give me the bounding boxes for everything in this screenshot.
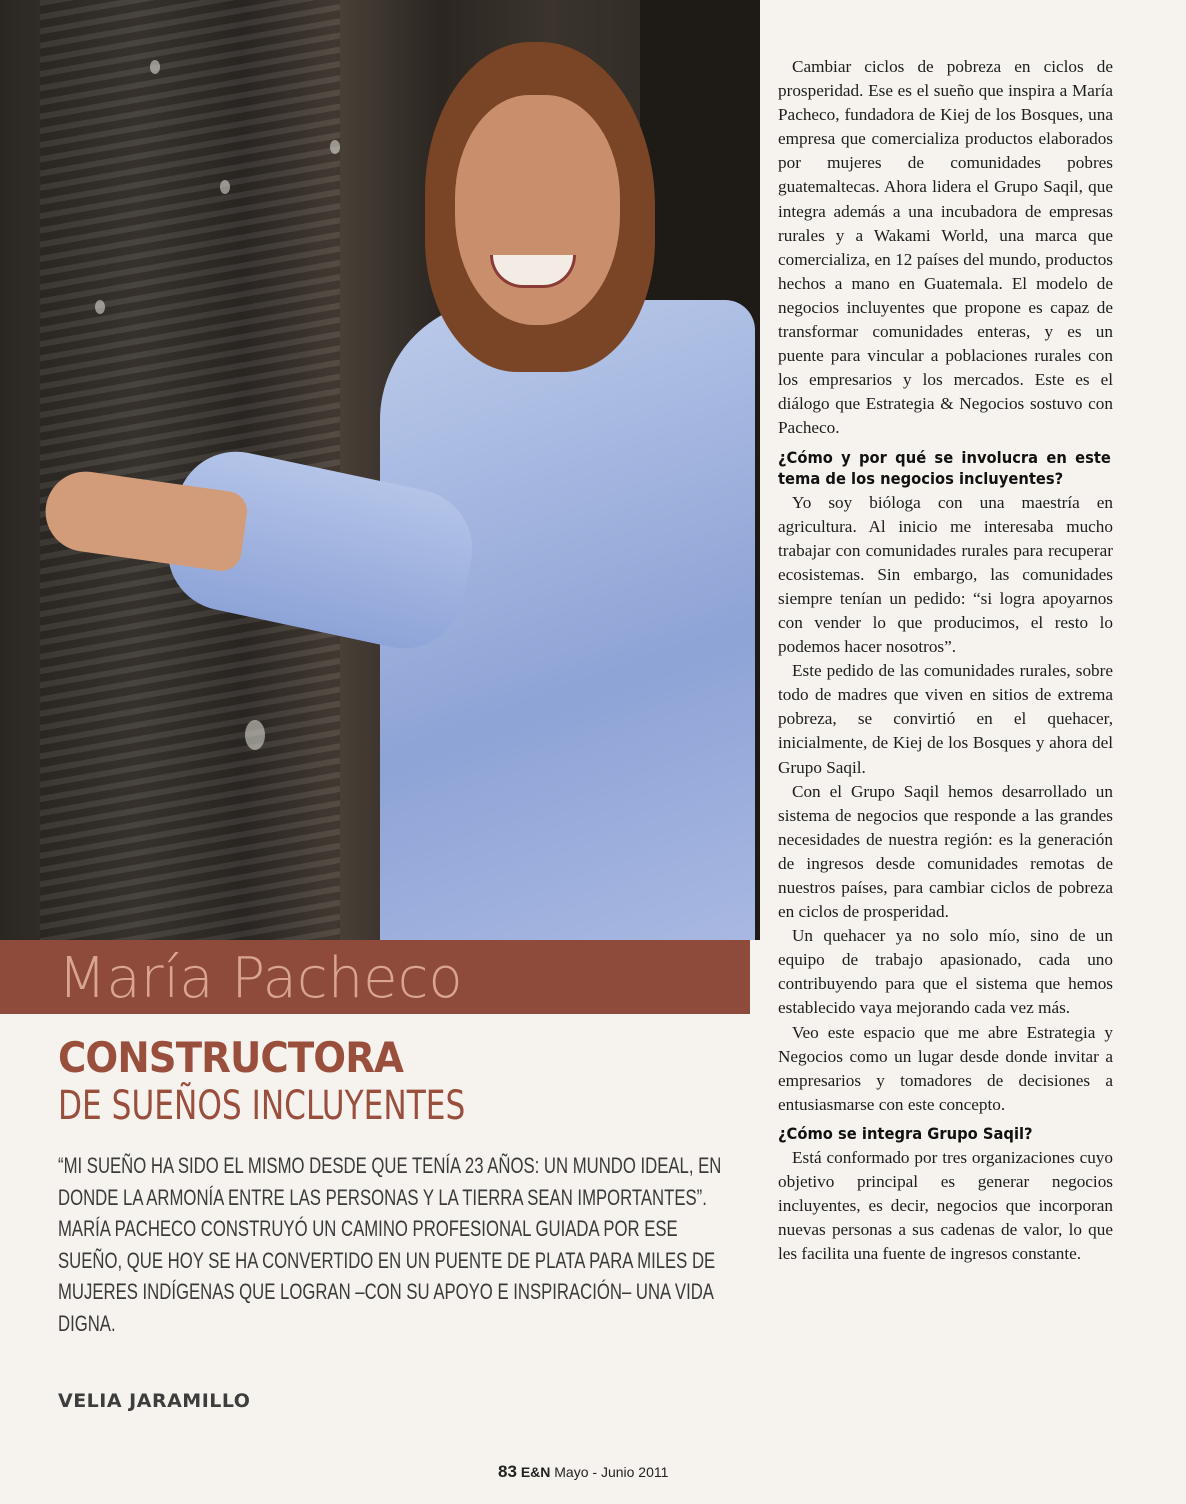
lichen-spot — [330, 140, 340, 154]
subject-name: María Pacheco — [58, 946, 463, 1011]
answer-paragraph: Este pedido de las comunidades rurales, sobre todo de madres que viven en sitios de extrema pobreza, se convirtió en el quehacer, inicialmente, de Kiej de los Bosques y ahora del Grupo Saqil. — [778, 661, 1113, 777]
intro-paragraph: Cambiar ciclos de pobreza en ciclos de prosperidad. Ese es el sueño que inspira a María Pacheco, fundadora de Kiej de los Bosques, una empresa que comercializa productos elaborados por mujeres de comunidades pobres guatemaltecas. Ahora lidera el Grupo Saqil, que integra además a una incubadora de empresas rurales y a Wakami World, una marca que comercializa, en 12 países del mundo, productos hechos a mano en Guatemala. El modelo de negocios incluyentes que propone es capaz de transformar comunidades enteras, y es un puente para vincular a poblaciones rurales con los empresarios y los mercados. Este es el diálogo que Estrategia & Negocios sostuvo con Pacheco. — [778, 57, 1113, 438]
issue-date: Mayo - Junio 2011 — [554, 1464, 669, 1480]
headline-sub: DE SUEÑOS INCLUYENTES — [58, 1083, 466, 1129]
answer-paragraph: Yo soy bióloga con una maestría en agricultura. Al inicio me interesaba mucho trabajar con comunidades rurales para recuperar ecosistemas. Sin embargo, las comunidades siempre tenían un pedido: “si logra apoyarnos con vender lo que producimos, el resto lo podemos hacer nosotros”. — [778, 492, 1113, 657]
magazine-name: E&N — [520, 1464, 551, 1480]
question-heading: ¿Cómo y por qué se involucra en este tema de los negocios incluyentes? — [778, 447, 1111, 488]
face — [455, 95, 620, 325]
answer-paragraph: Está conformado por tres organizaciones cuyo objetivo principal es generar negocios incluyentes, es decir, negocios que incorporan nuevas personas a sus cadenas de valor, lo que les facilita una fuente de ingresos constante. — [778, 1147, 1113, 1264]
lichen-spot — [95, 300, 105, 314]
lead-paragraph: “MI SUEÑO HA SIDO EL MISMO DESDE QUE TENÍA 23 AÑOS: UN MUNDO IDEAL, EN DONDE LA ARMONÍA ENTRE LAS PERSONAS Y LA TIERRA SEAN IMPORTANTES”. MARÍA PACHECO CONSTRUYÓ UN CAMINO PROFESIONAL GUIADA POR ESE SUEÑO, QUE HOY SE HA CONVERTIDO EN UN PUENTE DE PLATA PARA MILES DE MUJERES INDÍGENAS QUE LOGRAN –CON SU APOYO E INSPIRACIÓN– UNA VIDA DIGNA. — [58, 1153, 722, 1336]
headline-main: CONSTRUCTORA — [58, 1033, 404, 1082]
name-banner — [0, 940, 750, 1014]
body-column — [778, 55, 1113, 1266]
portrait-photo — [0, 0, 760, 940]
answer-paragraph: Veo este espacio que me abre Estrategia y Negocios como un lugar desde donde invitar a empresarios y tomadores de decisiones a entusiasmarse con este concepto. — [778, 1022, 1113, 1114]
byline: VELIA JARAMILLO — [58, 1390, 251, 1412]
question-heading: ¿Cómo se integra Grupo Saqil? — [778, 1123, 1033, 1143]
page-footer — [498, 1462, 668, 1482]
lichen-spot — [245, 720, 265, 750]
page-number: 83 — [498, 1462, 517, 1481]
lichen-spot — [150, 60, 160, 74]
lichen-spot — [220, 180, 230, 194]
answer-paragraph: Un quehacer ya no solo mío, sino de un equipo de trabajo apasionado, cada uno contribuyendo para que el sistema que hemos establecido vaya mejorando cada vez más. — [778, 926, 1113, 1018]
answer-paragraph: Con el Grupo Saqil hemos desarrollado un sistema de negocios que responde a las grandes necesidades de nuestra región: es la generación de ingresos desde comunidades remotas de nuestros países, para cambiar ciclos de pobreza en ciclos de prosperidad. — [778, 781, 1113, 922]
